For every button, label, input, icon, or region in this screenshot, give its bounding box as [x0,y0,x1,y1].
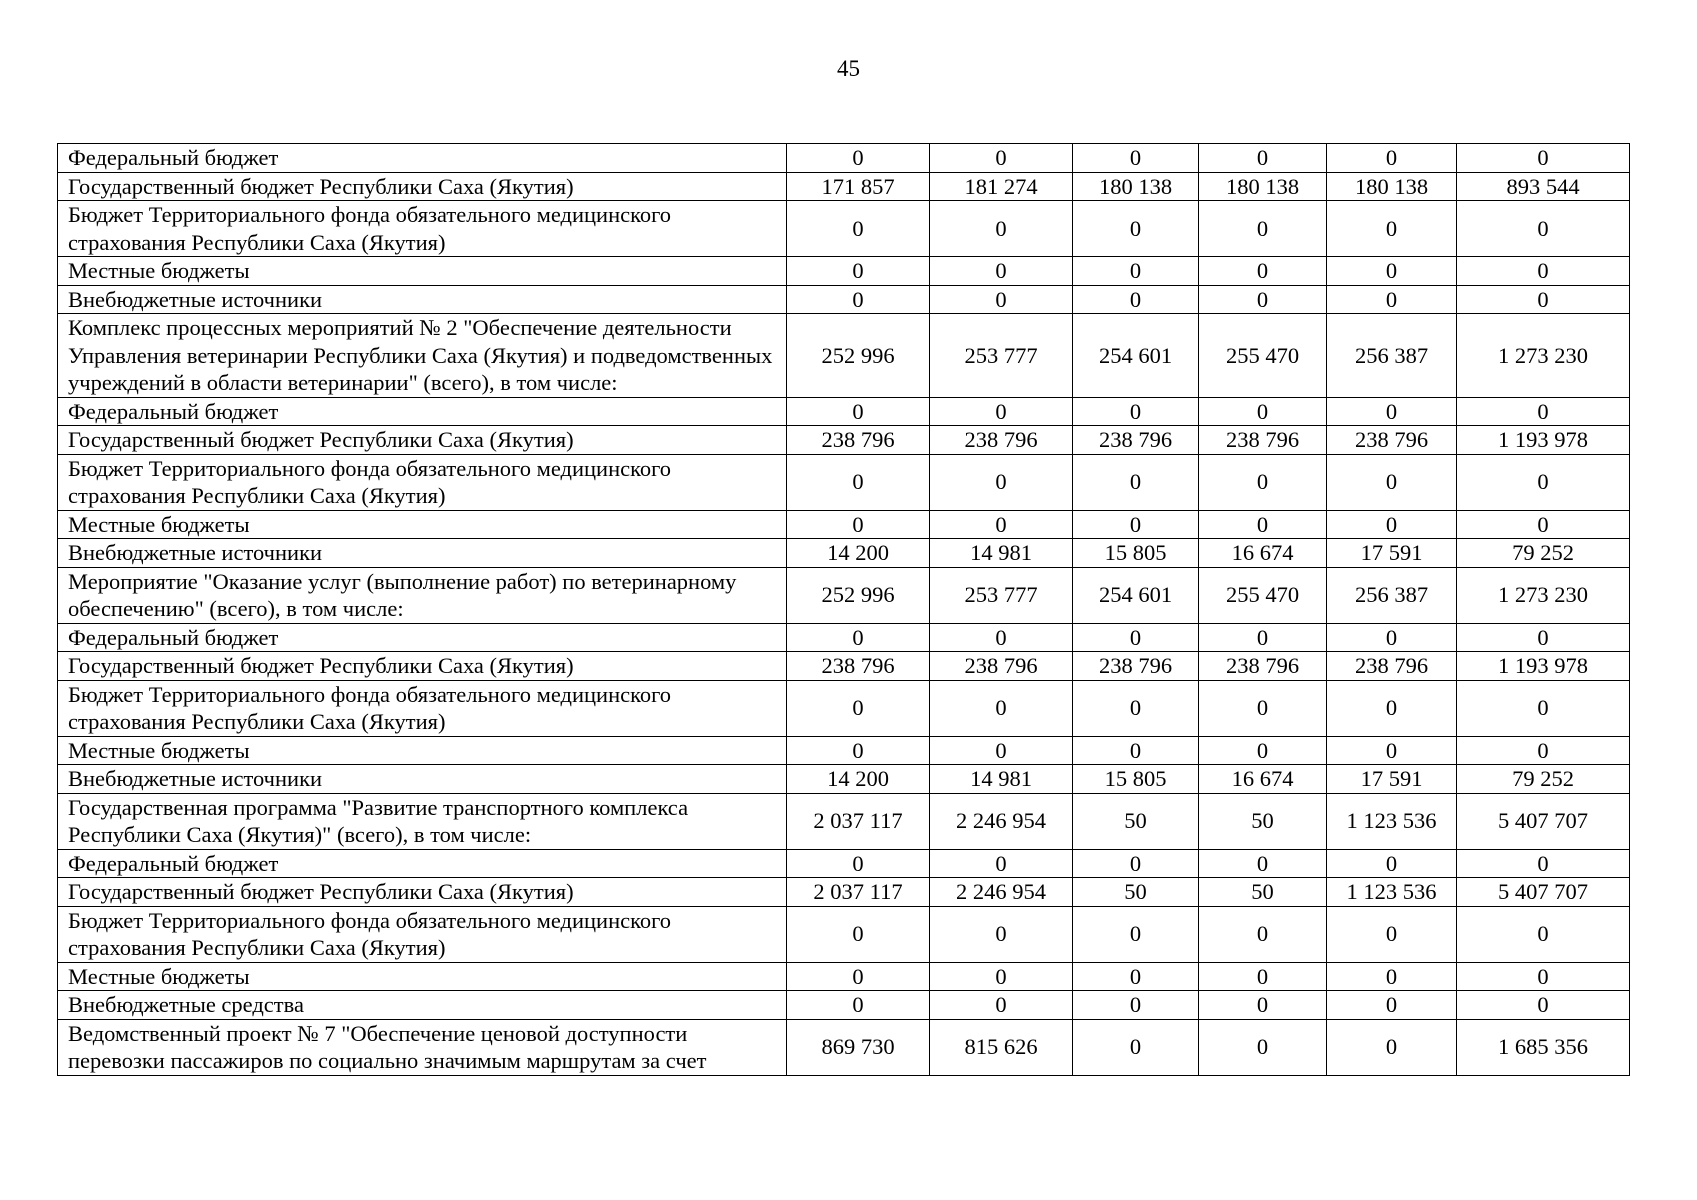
table-row [58,144,1630,173]
value-cell: 0 [1327,906,1457,962]
value-cell: 0 [1073,454,1199,510]
value-cell: 0 [1073,962,1199,991]
value-cell: 238 796 [1073,426,1199,455]
value-cell: 0 [1199,454,1327,510]
page-number: 45 [837,56,860,81]
value-cell: 0 [1327,201,1457,257]
value-cell: 0 [930,736,1073,765]
table-row [58,567,1630,623]
value-cell: 869 730 [787,1019,930,1075]
value-cell: 0 [1073,906,1199,962]
value-cell: 5 407 707 [1457,878,1630,907]
row-label: Ведомственный проект № 7 "Обеспечение ценовой доступности перевозки пассажиров по социально значимым маршрутам за счет [58,1019,787,1075]
value-cell: 171 857 [787,172,930,201]
row-label: Внебюджетные средства [58,991,787,1020]
table-row [58,257,1630,286]
table-row [58,397,1630,426]
value-cell: 5 407 707 [1457,793,1630,849]
value-cell: 0 [930,454,1073,510]
value-cell: 0 [930,623,1073,652]
value-cell: 0 [787,623,930,652]
row-label: Государственный бюджет Республики Саха (Якутия) [58,172,787,201]
value-cell: 0 [1327,257,1457,286]
value-cell: 238 796 [787,426,930,455]
value-cell: 0 [1327,991,1457,1020]
value-cell: 0 [1073,680,1199,736]
value-cell: 0 [1457,144,1630,173]
value-cell: 180 138 [1073,172,1199,201]
value-cell: 0 [1457,510,1630,539]
value-cell: 0 [1457,397,1630,426]
budget-table [57,143,1630,1076]
value-cell: 1 123 536 [1327,793,1457,849]
value-cell: 0 [1073,991,1199,1020]
value-cell: 0 [1327,849,1457,878]
value-cell: 0 [787,510,930,539]
row-label: Федеральный бюджет [58,397,787,426]
value-cell: 0 [930,201,1073,257]
value-cell: 0 [1457,962,1630,991]
value-cell: 238 796 [930,652,1073,681]
table-row [58,878,1630,907]
value-cell: 17 591 [1327,765,1457,794]
value-cell: 0 [1457,454,1630,510]
table-row [58,539,1630,568]
value-cell: 0 [1327,454,1457,510]
value-cell: 0 [930,991,1073,1020]
table-row [58,201,1630,257]
value-cell: 815 626 [930,1019,1073,1075]
row-label: Бюджет Территориального фонда обязательного медицинского страхования Республики Саха (Якутия) [58,201,787,257]
value-cell: 0 [1199,285,1327,314]
value-cell: 0 [930,397,1073,426]
value-cell: 0 [1073,257,1199,286]
value-cell: 1 123 536 [1327,878,1457,907]
value-cell: 180 138 [1327,172,1457,201]
row-label: Мероприятие "Оказание услуг (выполнение работ) по ветеринарному обеспечению" (всего), в том числе: [58,567,787,623]
value-cell: 238 796 [1327,652,1457,681]
value-cell: 1 273 230 [1457,567,1630,623]
value-cell: 238 796 [1199,426,1327,455]
value-cell: 181 274 [930,172,1073,201]
value-cell: 15 805 [1073,765,1199,794]
value-cell: 0 [1327,285,1457,314]
value-cell: 0 [1199,962,1327,991]
table-row [58,510,1630,539]
value-cell: 0 [1457,201,1630,257]
value-cell: 252 996 [787,314,930,398]
row-label: Внебюджетные источники [58,765,787,794]
value-cell: 50 [1073,793,1199,849]
value-cell: 17 591 [1327,539,1457,568]
value-cell: 255 470 [1199,314,1327,398]
value-cell: 0 [1457,680,1630,736]
value-cell: 0 [1199,991,1327,1020]
row-label: Государственный бюджет Республики Саха (Якутия) [58,878,787,907]
table-row [58,1019,1630,1075]
row-label: Бюджет Территориального фонда обязательного медицинского страхования Республики Саха (Якутия) [58,680,787,736]
table-row [58,314,1630,398]
value-cell: 79 252 [1457,539,1630,568]
value-cell: 1 685 356 [1457,1019,1630,1075]
value-cell: 254 601 [1073,314,1199,398]
value-cell: 2 037 117 [787,793,930,849]
value-cell: 14 200 [787,765,930,794]
row-label: Местные бюджеты [58,257,787,286]
value-cell: 0 [1457,991,1630,1020]
value-cell: 0 [787,736,930,765]
row-label: Местные бюджеты [58,962,787,991]
value-cell: 256 387 [1327,567,1457,623]
value-cell: 0 [787,257,930,286]
table-row [58,172,1630,201]
value-cell: 0 [787,849,930,878]
table-row [58,285,1630,314]
table-row [58,793,1630,849]
value-cell: 0 [930,849,1073,878]
value-cell: 0 [1199,510,1327,539]
value-cell: 0 [930,680,1073,736]
value-cell: 1 193 978 [1457,652,1630,681]
table-row [58,991,1630,1020]
value-cell: 0 [930,962,1073,991]
value-cell: 0 [1199,906,1327,962]
value-cell: 0 [1073,144,1199,173]
value-cell: 0 [930,906,1073,962]
row-label: Федеральный бюджет [58,144,787,173]
value-cell: 0 [1199,623,1327,652]
value-cell: 0 [930,285,1073,314]
value-cell: 0 [1199,257,1327,286]
value-cell: 0 [1327,962,1457,991]
value-cell: 0 [1199,680,1327,736]
table-row [58,849,1630,878]
value-cell: 0 [1073,510,1199,539]
table-row [58,680,1630,736]
row-label: Местные бюджеты [58,736,787,765]
value-cell: 1 193 978 [1457,426,1630,455]
value-cell: 0 [1073,849,1199,878]
budget-table-body [58,144,1630,1076]
value-cell: 253 777 [930,567,1073,623]
value-cell: 50 [1073,878,1199,907]
row-label: Внебюджетные источники [58,539,787,568]
value-cell: 14 200 [787,539,930,568]
value-cell: 0 [1199,144,1327,173]
row-label: Комплекс процессных мероприятий № 2 "Обеспечение деятельности Управления ветеринарии Республики Саха (Якутия) и подведомственных учреждений в области ветеринарии" (всего), в том числе: [58,314,787,398]
value-cell: 15 805 [1073,539,1199,568]
value-cell: 14 981 [930,539,1073,568]
table-row [58,765,1630,794]
table-row [58,736,1630,765]
value-cell: 238 796 [930,426,1073,455]
value-cell: 2 246 954 [930,793,1073,849]
table-row [58,962,1630,991]
value-cell: 0 [1073,201,1199,257]
row-label: Федеральный бюджет [58,849,787,878]
value-cell: 0 [1457,285,1630,314]
value-cell: 0 [1073,736,1199,765]
row-label: Местные бюджеты [58,510,787,539]
value-cell: 0 [1457,623,1630,652]
row-label: Государственный бюджет Республики Саха (Якутия) [58,652,787,681]
table-row [58,906,1630,962]
value-cell: 14 981 [930,765,1073,794]
row-label: Бюджет Территориального фонда обязательного медицинского страхования Республики Саха (Якутия) [58,454,787,510]
value-cell: 180 138 [1199,172,1327,201]
value-cell: 0 [1199,201,1327,257]
value-cell: 0 [787,144,930,173]
value-cell: 16 674 [1199,765,1327,794]
value-cell: 255 470 [1199,567,1327,623]
table-row [58,623,1630,652]
value-cell: 0 [787,285,930,314]
value-cell: 0 [1327,736,1457,765]
value-cell: 0 [787,906,930,962]
value-cell: 0 [787,454,930,510]
value-cell: 16 674 [1199,539,1327,568]
value-cell: 893 544 [1457,172,1630,201]
value-cell: 79 252 [1457,765,1630,794]
row-label: Государственный бюджет Республики Саха (Якутия) [58,426,787,455]
table-row [58,454,1630,510]
value-cell: 1 273 230 [1457,314,1630,398]
value-cell: 0 [1327,680,1457,736]
value-cell: 0 [1457,849,1630,878]
row-label: Внебюджетные источники [58,285,787,314]
value-cell: 50 [1199,793,1327,849]
value-cell: 0 [787,201,930,257]
value-cell: 0 [1199,736,1327,765]
value-cell: 238 796 [787,652,930,681]
table-row [58,652,1630,681]
value-cell: 0 [1327,510,1457,539]
row-label: Государственная программа "Развитие транспортного комплекса Республики Саха (Якутия)" (всего), в том числе: [58,793,787,849]
row-label: Бюджет Территориального фонда обязательного медицинского страхования Республики Саха (Якутия) [58,906,787,962]
value-cell: 0 [1073,623,1199,652]
table-row [58,426,1630,455]
value-cell: 0 [1073,397,1199,426]
value-cell: 0 [1327,397,1457,426]
value-cell: 0 [1457,257,1630,286]
value-cell: 0 [1327,1019,1457,1075]
value-cell: 256 387 [1327,314,1457,398]
value-cell: 0 [1199,1019,1327,1075]
value-cell: 0 [1327,623,1457,652]
value-cell: 0 [1199,397,1327,426]
value-cell: 254 601 [1073,567,1199,623]
value-cell: 0 [1199,849,1327,878]
value-cell: 0 [1457,736,1630,765]
value-cell: 238 796 [1327,426,1457,455]
value-cell: 0 [787,680,930,736]
value-cell: 0 [930,257,1073,286]
value-cell: 0 [787,397,930,426]
value-cell: 0 [1073,285,1199,314]
value-cell: 0 [930,510,1073,539]
value-cell: 0 [1073,1019,1199,1075]
value-cell: 2 037 117 [787,878,930,907]
value-cell: 252 996 [787,567,930,623]
value-cell: 50 [1199,878,1327,907]
row-label: Федеральный бюджет [58,623,787,652]
value-cell: 0 [787,962,930,991]
value-cell: 238 796 [1199,652,1327,681]
value-cell: 0 [787,991,930,1020]
value-cell: 238 796 [1073,652,1199,681]
value-cell: 253 777 [930,314,1073,398]
value-cell: 2 246 954 [930,878,1073,907]
value-cell: 0 [1457,906,1630,962]
value-cell: 0 [1327,144,1457,173]
value-cell: 0 [930,144,1073,173]
